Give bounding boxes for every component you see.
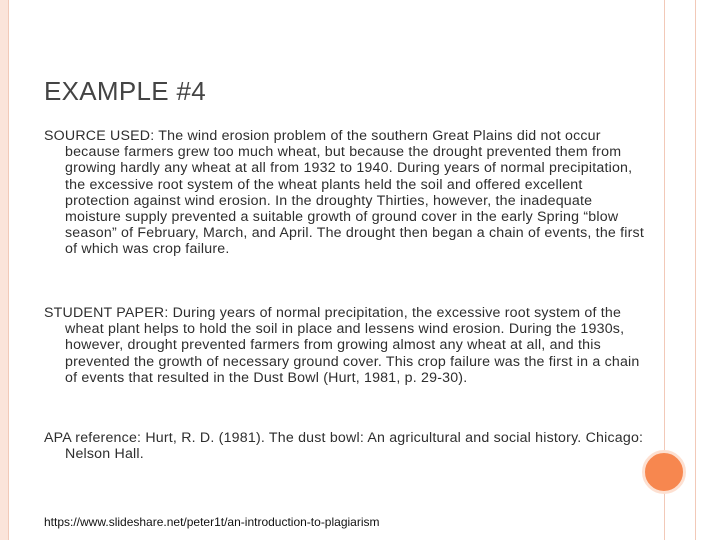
slide-title: EXAMPLE #4 <box>44 76 206 106</box>
apa-reference-paragraph: APA reference: Hurt, R. D. (1981). The dust bowl: An agricultural and social history. Chicago: Nelson Hall. <box>44 430 644 463</box>
accent-circle <box>642 450 686 494</box>
source-used-paragraph: SOURCE USED: The wind erosion problem of the southern Great Plains did not occur because farmers grew too much wheat, but because the drought prevented them from growing hardly any wheat at all from 1932 to 1940. During years of normal precipitation, the excessive root system of the wheat plants held the soil and offered excellent protection against wind erosion. In the droughty Thirties, however, the inadequate moisture supply prevented a suitable growth of ground cover in the early Spring “blow season” of February, March, and April. The drought then began a chain of events, the first of which was crop failure. <box>44 128 644 258</box>
student-paper-paragraph: STUDENT PAPER: During years of normal precipitation, the excessive root system of the wheat plant helps to hold the soil in place and lessens wind erosion. During the 1930s, however, drought prevented farmers from growing almost any wheat at all, and this prevented the growth of necessary ground cover. This crop failure was the first in a chain of events that resulted in the Dust Bowl (Hurt, 1981, p. 29-30). <box>44 305 640 386</box>
source-url: https://www.slideshare.net/peter1t/an-introduction-to-plagiarism <box>44 515 380 529</box>
left-decorative-band <box>0 0 8 540</box>
